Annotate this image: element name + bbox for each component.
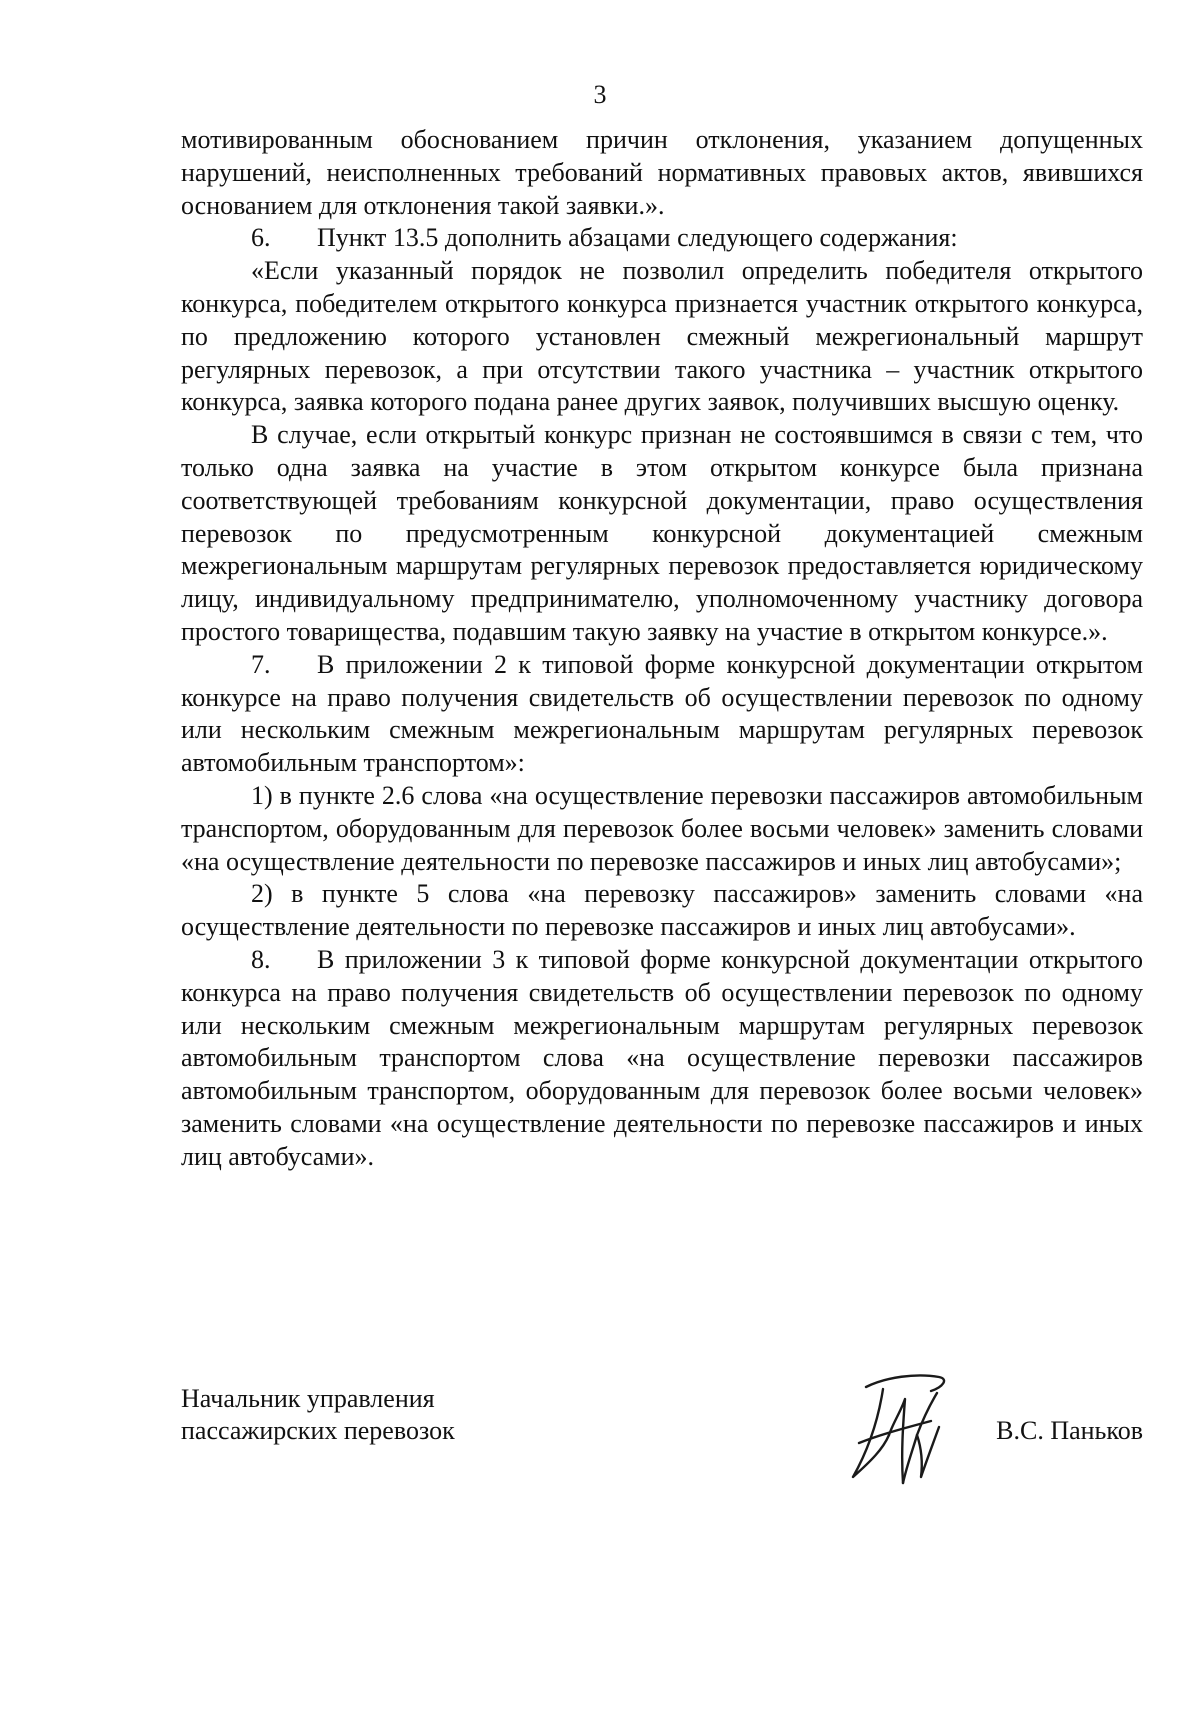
paragraph-text: 2) в пункте 5 слова «на перевозку пассажиров» заменить словами «на осуществление деятельности по перевозке пассажиров и иных лиц автобусами». <box>181 879 1143 942</box>
item-number: 6. <box>251 223 271 253</box>
item-number: 7. <box>251 649 271 679</box>
paragraph-item-6 <box>181 222 1143 255</box>
paragraph-text: 1) в пункте 2.6 слова «на осуществление перевозки пассажиров автомобильным транспортом, оборудованным для перевозок более восьми человек» заменить словами «на осуществление деятельности по перевозке пассажиров и иных лиц автобусами»; <box>181 780 1143 876</box>
signatory-position <box>181 1383 455 1447</box>
paragraph-text: В случае, если открытый конкурс признан не состоявшимся в связи с тем, что только одна заявка на участие в этом открытом конкурсе была признана соответствующей требованиям конкурсной документации, право осуществления перевозок по предусмотренным конкурсной документацией смежным межрегиональным маршрутам регулярных перевозок предоставляется юридическому лицу, индивидуальному предпринимателю, уполномоченному участнику договора простого товарищества, подавшим такую заявку на участие в открытом конкурсе.». <box>181 420 1143 646</box>
paragraph-continuation <box>181 124 1143 222</box>
paragraph-text: мотивированным обоснованием причин отклонения, указанием допущенных нарушений, неисполненных требований нормативных правовых актов, явившихся основанием для отклонения такой заявки.». <box>181 125 1143 220</box>
paragraph-subitem-1 <box>181 780 1143 878</box>
signature-block <box>181 1383 1143 1503</box>
signatory-name: В.С. Паньков <box>996 1416 1143 1445</box>
paragraph-text: В приложении 2 к типовой форме конкурсной документации открытом конкурсе на право получения свидетельств об осуществлении перевозок по одному или нескольким смежным межрегиональным маршрутам регулярных перевозок автомобильным транспортом»: <box>181 649 1143 778</box>
document-body <box>181 124 1143 1174</box>
handwritten-signature <box>831 1365 961 1495</box>
page-number: 3 <box>593 80 607 109</box>
paragraph-text: «Если указанный порядок не позволил определить победителя открытого конкурса, победителем открытого конкурса признается участник открытого конкурса, по предложению которого установлен смежный межрегиональный маршрут регулярных перевозок, а при отсутствии такого участника – участник открытого конкурса, заявка которого подана ранее других заявок, получивших высшую оценку. <box>181 256 1143 417</box>
paragraph-item-8 <box>181 944 1143 1174</box>
paragraph-item-7 <box>181 649 1143 780</box>
paragraph-quote-start <box>181 255 1143 419</box>
item-number: 8. <box>251 944 271 974</box>
position-line-2: пассажирских перевозок <box>181 1416 455 1445</box>
paragraph-text: В приложении 3 к типовой форме конкурсной документации открытого конкурса на право получения свидетельств об осуществлении перевозок по одному или нескольким смежным межрегиональным маршрутам регулярных перевозок автомобильным транспортом слова «на осуществление перевозки пассажиров автомобильным транспортом, оборудованным для перевозок более восьми человек» заменить словами «на осуществление деятельности по перевозке пассажиров и иных лиц автобусами». <box>181 944 1143 1171</box>
paragraph-subitem-2 <box>181 878 1143 944</box>
paragraph-quote-end <box>181 419 1143 649</box>
position-line-1: Начальник управления <box>181 1384 435 1413</box>
paragraph-text: Пункт 13.5 дополнить абзацами следующего содержания: <box>317 223 958 253</box>
